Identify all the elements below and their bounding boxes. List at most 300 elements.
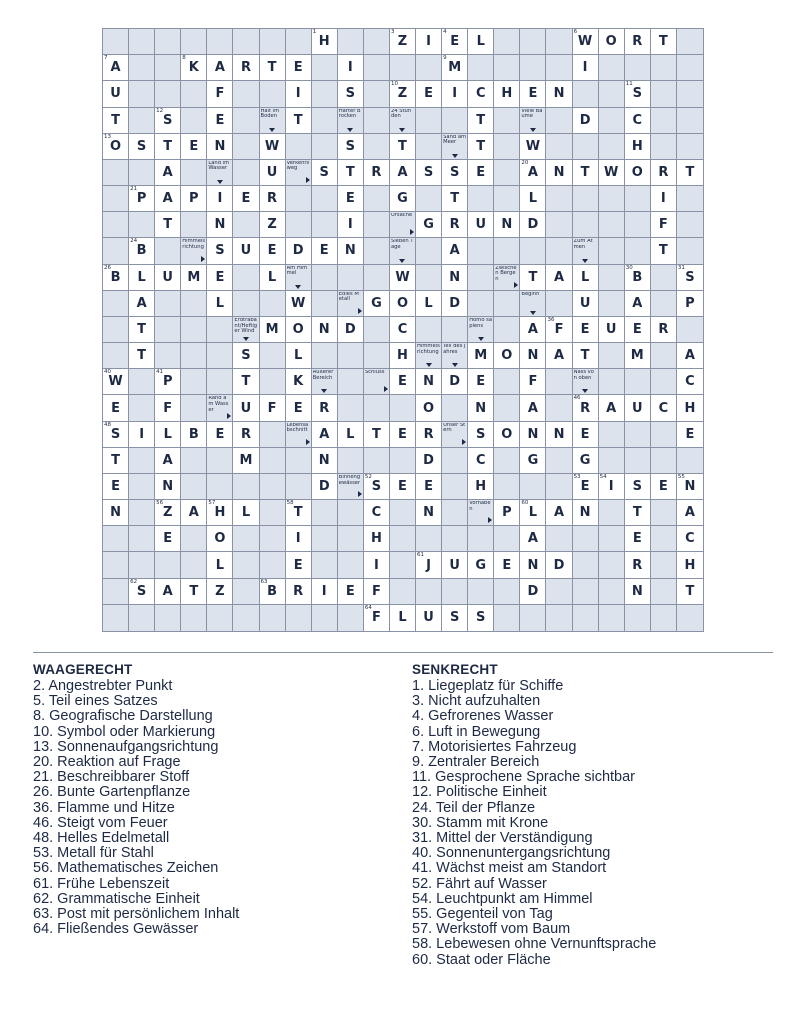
block-cell <box>364 317 390 343</box>
cell-number: 1 <box>312 29 317 35</box>
block-cell <box>546 395 572 421</box>
letter-cell <box>416 81 442 107</box>
clue-cell-text: Homo sapiens <box>469 317 493 329</box>
letter-cell <box>103 134 129 160</box>
clue-cell <box>468 500 494 526</box>
cell-letter: U <box>605 321 617 337</box>
block-cell <box>651 605 677 631</box>
letter-cell <box>573 500 599 526</box>
cell-letter: O <box>501 426 513 442</box>
cell-letter: A <box>136 295 147 311</box>
letter-cell <box>155 369 181 395</box>
cell-letter: E <box>424 86 434 102</box>
cell-letter: S <box>110 426 121 442</box>
letter-cell <box>520 395 546 421</box>
cell-letter: P <box>685 295 695 311</box>
clue-cell <box>390 212 416 238</box>
cell-letter: T <box>293 112 303 128</box>
block-cell <box>494 134 520 160</box>
cell-letter: R <box>658 164 669 180</box>
letter-cell <box>207 526 233 552</box>
cell-letter: S <box>163 112 173 128</box>
block-cell <box>677 238 703 264</box>
block-cell <box>233 291 259 317</box>
letter-cell <box>286 108 312 134</box>
letter-cell <box>625 291 651 317</box>
letter-cell <box>494 81 520 107</box>
letter-cell <box>651 212 677 238</box>
cell-letter: E <box>424 479 434 495</box>
cell-letter: C <box>371 505 382 521</box>
cell-letter: O <box>110 138 122 154</box>
block-cell <box>599 55 625 81</box>
cell-letter: I <box>295 86 301 102</box>
cell-letter: A <box>527 321 538 337</box>
block-cell <box>442 448 468 474</box>
cell-letter: I <box>321 583 327 599</box>
block-cell <box>312 500 338 526</box>
cell-letter: C <box>658 400 669 416</box>
block-cell <box>233 29 259 55</box>
letter-cell <box>260 317 286 343</box>
letter-cell <box>312 29 338 55</box>
cell-letter: E <box>632 531 642 547</box>
block-cell <box>129 212 155 238</box>
block-cell <box>286 605 312 631</box>
block-cell <box>677 448 703 474</box>
block-cell <box>260 369 286 395</box>
block-cell <box>338 29 364 55</box>
block-cell <box>364 186 390 212</box>
letter-cell <box>338 317 364 343</box>
block-cell <box>442 500 468 526</box>
block-cell <box>494 579 520 605</box>
block-cell <box>260 343 286 369</box>
cell-letter: A <box>214 60 225 76</box>
clue-cell <box>181 238 207 264</box>
block-cell <box>155 552 181 578</box>
block-cell <box>468 265 494 291</box>
block-cell <box>390 500 416 526</box>
letter-cell <box>442 55 468 81</box>
block-cell <box>103 186 129 212</box>
block-cell <box>599 265 625 291</box>
block-cell <box>468 579 494 605</box>
cell-letter: G <box>579 452 591 468</box>
letter-cell <box>468 369 494 395</box>
block-cell <box>651 500 677 526</box>
letter-cell <box>546 500 572 526</box>
block-cell <box>103 552 129 578</box>
cell-letter: N <box>214 138 226 154</box>
letter-cell <box>390 343 416 369</box>
block-cell <box>599 579 625 605</box>
block-cell <box>103 579 129 605</box>
clue-cell-text: Himmelsrichtung <box>182 239 206 250</box>
block-cell <box>546 605 572 631</box>
block-cell <box>181 552 207 578</box>
letter-cell <box>312 317 338 343</box>
cell-letter: R <box>267 191 278 207</box>
cell-number: 8 <box>182 55 186 62</box>
letter-cell <box>416 500 442 526</box>
letter-cell <box>651 395 677 421</box>
block-cell <box>260 605 286 631</box>
letter-cell <box>573 291 599 317</box>
clue-cell <box>364 369 390 395</box>
down-clue: 40. Sonnenuntergangsrichtung <box>412 845 611 862</box>
block-cell <box>338 343 364 369</box>
arrow-right-icon <box>488 517 492 523</box>
block-cell <box>651 579 677 605</box>
cell-letter: B <box>632 269 643 285</box>
block-cell <box>494 448 520 474</box>
letter-cell <box>494 500 520 526</box>
down-clue-list <box>412 679 656 968</box>
down-clue: 7. Motorisiertes Fahrzeug <box>412 738 577 755</box>
block-cell <box>207 448 233 474</box>
block-cell <box>129 526 155 552</box>
block-cell <box>546 526 572 552</box>
letter-cell <box>364 552 390 578</box>
clue-cell-text: Rand am Wasser <box>208 396 229 413</box>
cell-letter: E <box>215 426 225 442</box>
down-clue: 12. Politische Einheit <box>412 784 547 801</box>
block-cell <box>599 134 625 160</box>
cell-letter: R <box>319 400 330 416</box>
cell-letter: F <box>371 610 381 626</box>
cell-number: 6 <box>573 29 578 35</box>
across-clue: 10. Symbol oder Markierung <box>33 723 216 740</box>
cell-letter: I <box>660 191 666 207</box>
letter-cell <box>260 265 286 291</box>
cell-letter: T <box>163 217 173 233</box>
cell-letter: M <box>239 452 253 468</box>
arrow-down-icon <box>452 154 458 158</box>
letter-cell <box>155 474 181 500</box>
block-cell <box>181 448 207 474</box>
letter-cell <box>599 395 625 421</box>
letter-cell <box>364 160 390 186</box>
cell-letter: T <box>632 505 642 521</box>
across-clue: 62. Grammatische Einheit <box>33 890 200 907</box>
block-cell <box>677 81 703 107</box>
cell-letter: U <box>266 164 278 180</box>
letter-cell <box>651 317 677 343</box>
block-cell <box>546 291 572 317</box>
cell-letter: O <box>605 34 617 50</box>
letter-cell <box>338 212 364 238</box>
cell-number: 58 <box>286 500 294 507</box>
block-cell <box>599 212 625 238</box>
block-cell <box>181 317 207 343</box>
cell-letter: H <box>684 557 696 573</box>
letter-cell <box>494 422 520 448</box>
across-clue: 26. Bunte Gartenpflanze <box>33 784 191 801</box>
cell-letter: T <box>189 583 199 599</box>
block-cell <box>312 212 338 238</box>
letter-cell <box>286 526 312 552</box>
block-cell <box>338 395 364 421</box>
letter-cell <box>416 552 442 578</box>
cell-letter: A <box>110 60 121 76</box>
block-cell <box>416 108 442 134</box>
letter-cell <box>312 448 338 474</box>
letter-cell <box>416 422 442 448</box>
block-cell <box>207 317 233 343</box>
cell-letter: D <box>292 243 304 259</box>
letter-cell <box>155 160 181 186</box>
block-cell <box>573 81 599 107</box>
letter-cell <box>468 552 494 578</box>
cell-letter: E <box>189 138 199 154</box>
cell-letter: N <box>684 479 696 495</box>
cell-letter: G <box>397 191 408 207</box>
block-cell <box>442 317 468 343</box>
clue-cell <box>442 343 468 369</box>
clue-cell-text: Äußerer Bereich <box>312 370 334 381</box>
block-cell <box>364 134 390 160</box>
clue-cell <box>338 291 364 317</box>
letter-cell <box>103 474 129 500</box>
letter-cell <box>364 579 390 605</box>
clue-cell-text: Erdtrabant/Heftiger Wind <box>234 317 258 335</box>
block-cell <box>207 343 233 369</box>
letter-cell <box>207 579 233 605</box>
cell-letter: M <box>448 60 462 76</box>
block-cell <box>129 474 155 500</box>
block-cell <box>677 212 703 238</box>
cell-letter: W <box>108 374 123 390</box>
clue-cell <box>260 108 286 134</box>
cell-letter: T <box>137 321 147 337</box>
letter-cell <box>364 291 390 317</box>
cell-letter: N <box>631 583 643 599</box>
block-cell <box>260 29 286 55</box>
letter-cell <box>573 55 599 81</box>
block-cell <box>181 81 207 107</box>
letter-cell <box>233 369 259 395</box>
letter-cell <box>677 369 703 395</box>
cell-letter: A <box>188 505 199 521</box>
letter-cell <box>520 500 546 526</box>
letter-cell <box>468 605 494 631</box>
cell-letter: N <box>344 243 356 259</box>
cell-letter: H <box>318 34 330 50</box>
arrow-right-icon <box>358 491 362 497</box>
letter-cell <box>103 81 129 107</box>
cell-number: 12 <box>156 107 164 114</box>
letter-cell <box>181 579 207 605</box>
letter-cell <box>625 134 651 160</box>
block-cell <box>651 526 677 552</box>
letter-cell <box>155 526 181 552</box>
block-cell <box>181 526 207 552</box>
letter-cell <box>338 238 364 264</box>
cell-letter: L <box>293 348 303 364</box>
letter-cell <box>625 160 651 186</box>
letter-cell <box>207 422 233 448</box>
letter-cell <box>442 605 468 631</box>
down-clues <box>412 662 656 968</box>
cell-letter: S <box>449 164 460 180</box>
block-cell <box>416 238 442 264</box>
block-cell <box>155 291 181 317</box>
letter-cell <box>625 395 651 421</box>
letter-cell <box>677 265 703 291</box>
letter-cell <box>129 317 155 343</box>
letter-cell <box>677 422 703 448</box>
letter-cell <box>155 134 181 160</box>
cell-letter: A <box>527 531 538 547</box>
block-cell <box>155 238 181 264</box>
cell-number: 62 <box>130 578 138 585</box>
block-cell <box>651 265 677 291</box>
cell-letter: O <box>292 321 304 337</box>
letter-cell <box>625 579 651 605</box>
letter-cell <box>442 291 468 317</box>
down-clue: 58. Lebewesen ohne Vernunftsprache <box>412 936 657 953</box>
cell-letter: D <box>423 452 434 468</box>
block-cell <box>390 526 416 552</box>
block-cell <box>546 29 572 55</box>
block-cell <box>286 29 312 55</box>
block-cell <box>625 238 651 264</box>
letter-cell <box>312 474 338 500</box>
cell-letter: K <box>188 60 199 76</box>
letter-cell <box>207 186 233 212</box>
block-cell <box>155 317 181 343</box>
letter-cell <box>520 526 546 552</box>
letter-cell <box>520 448 546 474</box>
block-cell <box>233 605 259 631</box>
letter-cell <box>207 108 233 134</box>
letter-cell <box>390 160 416 186</box>
letter-cell <box>416 29 442 55</box>
block-cell <box>286 134 312 160</box>
block-cell <box>233 212 259 238</box>
cell-letter: S <box>136 138 147 154</box>
clue-cell-text: Vorhaben <box>469 501 491 512</box>
block-cell <box>103 238 129 264</box>
letter-cell <box>260 395 286 421</box>
cell-letter: L <box>476 34 485 50</box>
cell-letter: O <box>396 295 409 311</box>
block-cell <box>599 500 625 526</box>
clue-cell <box>312 369 338 395</box>
clue-cell-text: Halt im Boden <box>260 108 280 120</box>
letter-cell <box>129 134 155 160</box>
letter-cell <box>677 579 703 605</box>
letter-cell <box>520 343 546 369</box>
cell-letter: W <box>290 295 306 311</box>
letter-cell <box>103 422 129 448</box>
arrow-down-icon <box>347 128 353 132</box>
cell-letter: D <box>527 583 539 599</box>
letter-cell <box>207 291 233 317</box>
letter-cell <box>286 291 312 317</box>
letter-cell <box>520 186 546 212</box>
cell-letter: T <box>293 505 303 521</box>
cell-letter: N <box>423 374 435 390</box>
cell-number: 63 <box>260 578 268 585</box>
letter-cell <box>286 343 312 369</box>
clue-cell <box>286 422 312 448</box>
cell-letter: D <box>553 557 565 573</box>
letter-cell <box>520 369 546 395</box>
cell-letter: N <box>579 505 591 521</box>
cell-letter: L <box>528 191 538 207</box>
cell-letter: L <box>346 426 355 442</box>
cell-number: 55 <box>677 473 685 480</box>
cell-letter: A <box>162 191 173 207</box>
letter-cell <box>442 29 468 55</box>
letter-cell <box>338 55 364 81</box>
block-cell <box>129 108 155 134</box>
cell-letter: S <box>685 269 695 285</box>
cell-number: 26 <box>104 264 111 271</box>
letter-cell <box>364 422 390 448</box>
letter-cell <box>286 81 312 107</box>
letter-cell <box>338 422 364 448</box>
letter-cell <box>416 369 442 395</box>
block-cell <box>573 212 599 238</box>
cell-letter: N <box>449 269 461 285</box>
cell-letter: I <box>295 531 301 547</box>
cell-letter: A <box>449 243 460 259</box>
cell-letter: B <box>110 269 121 285</box>
cell-letter: M <box>474 348 488 364</box>
block-cell <box>494 238 520 264</box>
block-cell <box>364 343 390 369</box>
letter-cell <box>390 474 416 500</box>
cell-letter: T <box>450 191 460 207</box>
letter-cell <box>390 134 416 160</box>
block-cell <box>233 552 259 578</box>
down-clue: 11. Gesprochene Sprache sichtbar <box>412 769 636 786</box>
letter-cell <box>129 238 155 264</box>
block-cell <box>260 448 286 474</box>
block-cell <box>625 369 651 395</box>
cell-number: 52 <box>364 473 372 480</box>
arrow-right-icon <box>462 439 466 445</box>
block-cell <box>546 474 572 500</box>
cell-letter: Z <box>397 86 408 102</box>
letter-cell <box>286 579 312 605</box>
across-clue: 46. Steigt vom Feuer <box>33 814 168 831</box>
block-cell <box>468 238 494 264</box>
cell-letter: B <box>136 243 147 259</box>
cell-number: 10 <box>390 81 398 88</box>
block-cell <box>677 134 703 160</box>
cell-letter: P <box>502 505 512 521</box>
block-cell <box>599 343 625 369</box>
block-cell <box>573 186 599 212</box>
letter-cell <box>546 422 572 448</box>
block-cell <box>416 265 442 291</box>
cell-letter: E <box>685 426 695 442</box>
letter-cell <box>364 474 390 500</box>
arrow-down-icon <box>478 337 484 341</box>
cell-number: 24 <box>130 238 138 245</box>
block-cell <box>573 134 599 160</box>
cell-number: 9 <box>443 55 447 62</box>
cell-number: 4 <box>443 29 447 35</box>
cell-letter: R <box>632 34 643 50</box>
block-cell <box>390 579 416 605</box>
letter-cell <box>390 291 416 317</box>
cell-letter: K <box>293 374 304 390</box>
